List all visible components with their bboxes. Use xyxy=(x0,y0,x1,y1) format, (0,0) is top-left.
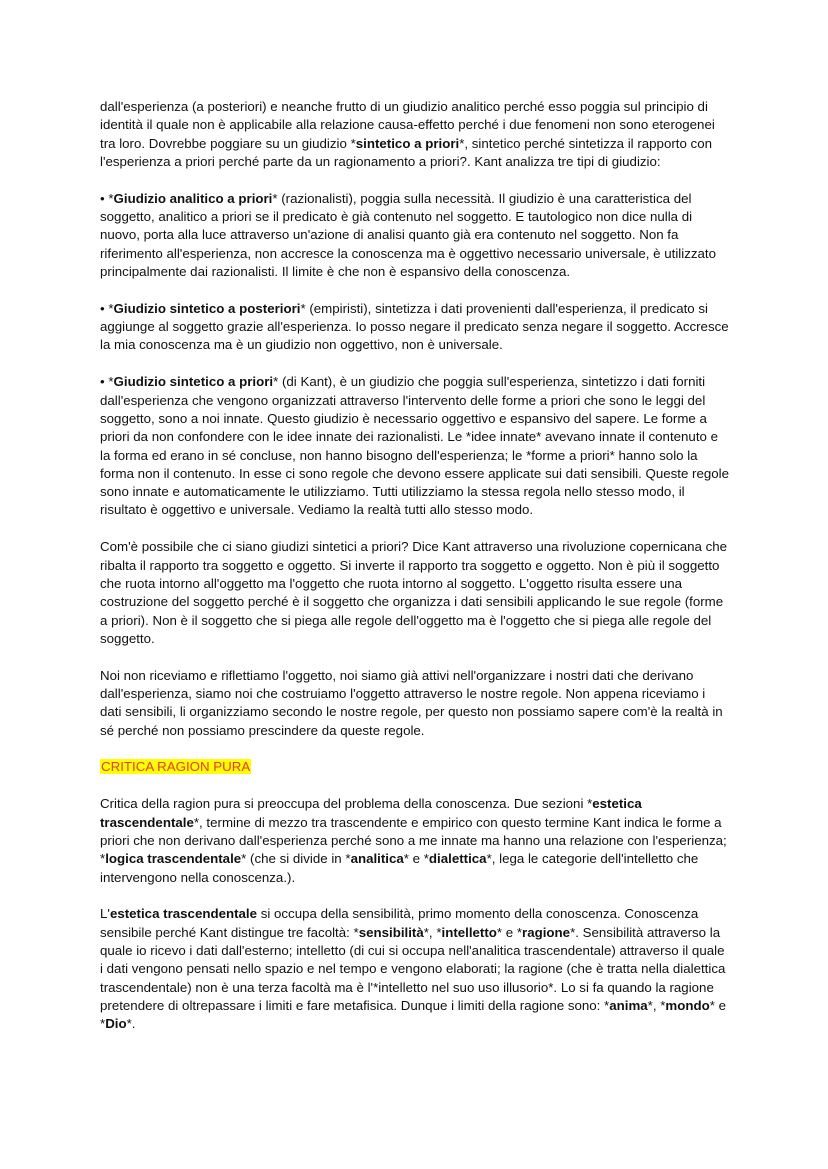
text-segment: *. xyxy=(126,1016,136,1032)
bold-term: Giudizio sintetico a priori xyxy=(113,374,274,390)
text-segment: *, * xyxy=(423,924,442,940)
bold-term: logica trascendentale xyxy=(105,851,242,867)
bold-term: anima xyxy=(609,997,648,1013)
section-heading: CRITICA RAGION PURA xyxy=(101,759,251,775)
paragraph-giudizio-sintetico-posteriori xyxy=(100,300,730,355)
text-segment: dall'esperienza (a posteriori) e neanche frutto di un giudizio analitico perché esso poggia sul principio di identità il quale non è applicabile alla relazione causa-effetto perché i due fenomeni non sono eterogenei tra loro. Dovrebbe poggiare su un giudizio * xyxy=(100,99,715,151)
text-segment: Com'è possibile che ci siano giudizi sintetici a priori? Dice Kant attraverso una rivoluzione copernicana che ribalta il rapporto tra soggetto e oggetto. Si inverte il rapporto tra soggetto e oggetto. Non è più il soggetto che ruota intorno all'oggetto ma l'oggetto che ruota intorno al soggetto. L'oggetto risulta essere una costruzione del soggetto perché è il soggetto che organizza i dati sensibili applicando le sue regole (forme a priori). Non è il soggetto che si piega alle regole dell'oggetto ma è l'oggetto che si piega alle regole del soggetto. xyxy=(100,539,728,646)
text-segment: * (empiristi), sintetizza i dati provenienti dall'esperienza, il predicato si aggiunge al soggetto grazie all'esperienza. Io posso negare il predicato senza negare il soggetto. Accresce la mia conoscenza ma è un giudizio non oggettivo, non è universale. xyxy=(100,300,729,353)
text-segment: • * xyxy=(100,374,114,390)
text-segment: • * xyxy=(100,300,114,316)
text-segment: * (razionalisti), poggia sulla necessità. Il giudizio è una caratteristica del soggetto, analitico a priori se il predicato è già contenuto nel soggetto. E tautologico non dice nulla di nuovo, porta alla luce attraverso un'azione di analisi quanto già era contenuto nel soggetto. Non fa riferimento all'esperienza, non accresce la conoscenza ma è oggettivo necessario universale, è utilizzato principalmente dai razionalisti. Il limite è che non è espansivo della conoscenza. xyxy=(100,190,717,279)
bold-term: ragione xyxy=(522,924,571,940)
bold-term: analitica xyxy=(350,851,404,867)
text-segment: *, sintetico perché sintetizza il rapporto con l'esperienza a priori perché parte da un ragionamento a priori?. Kant analizza tre tipi di giudizio: xyxy=(100,135,712,169)
text-segment: si occupa della sensibilità, primo momento della conoscenza. Conoscenza sensibile perché Kant distingue tre facoltà: * xyxy=(100,906,699,940)
text-segment: L' xyxy=(100,906,110,922)
paragraph-critica-intro xyxy=(100,795,730,886)
paragraph-giudizio-analitico xyxy=(100,190,730,281)
bold-term: mondo xyxy=(665,997,710,1013)
text-segment: * (che si divide in * xyxy=(241,851,351,867)
section-heading-wrap xyxy=(100,758,730,776)
text-segment: *. Sensibilità attraverso la quale io ricevo i dati dall'esterno; intelletto (di cui si occupa nell'analitica trascendentale) attraverso il quale i dati vengono pensati nello spazio e nel tempo e vengono elaborati; la ragione (che è tratta nella dialettica trascendentale) non è una terza facoltà ma è l'*intelletto nel suo uso illusorio*. Lo si fa quando la ragione pretendere di oltrepassare i limiti e fare metafisica. Dunque i limiti della ragione sono: * xyxy=(100,924,726,1013)
text-segment: Critica della ragion pura si preoccupa del problema della conoscenza. Due sezioni * xyxy=(100,796,593,812)
text-segment: *, * xyxy=(647,997,666,1013)
bold-term: Dio xyxy=(105,1016,127,1032)
text-segment: Noi non riceviamo e riflettiamo l'oggetto, noi siamo già attivi nell'organizzare i nostri dati che derivano dall'esperienza, siamo noi che costruiamo l'oggetto attraverso le nostre regole. Non appena riceviamo i dati sensibili, li organizziamo secondo le nostre regole, per questo non possiamo sapere com'è la realtà in sé perché non possiamo prescindere da queste regole. xyxy=(100,667,723,738)
bold-term: intelletto xyxy=(441,924,497,940)
text-segment: * e * xyxy=(403,851,429,867)
bold-term: sensibilità xyxy=(358,924,424,940)
document-page xyxy=(100,98,730,1052)
bold-term: sintetico a priori xyxy=(355,135,460,151)
bold-term: Giudizio sintetico a posteriori xyxy=(113,300,301,316)
text-segment: * (di Kant), è un giudizio che poggia sull'esperienza, sintetizzo i dati forniti dall'esperienza che vengono organizzati attraverso l'intervento delle forme a priori che sono le leggi del soggetto, sono a noi innate. Questo giudizio è necessario oggettivo e espansivo del sapere. Le forme a priori da non confondere con le idee innate dei razionalisti. Le *idee innate* avevano innate il contenuto e la forma ed erano in sé concluse, non hanno bisogno dell'esperienza; le *forme a priori* hanno solo la forma non il contenuto. In esse ci sono regole che devono essere applicate sui dati sensibili. Queste regole sono innate e automaticamente le utilizziamo. Tutti utilizziamo la stessa regola nello stesso modo, il risultato è oggettivo e universale. Vediamo la realtà tutti allo stesso modo. xyxy=(100,374,730,518)
bold-term: dialettica xyxy=(428,851,487,867)
text-segment: * e * xyxy=(100,997,726,1032)
bold-term: estetica trascendentale xyxy=(109,906,258,922)
paragraph-estetica-trascendentale xyxy=(100,905,730,1033)
bold-term: Giudizio analitico a priori xyxy=(113,190,273,206)
bold-term: estetica trascendentale xyxy=(100,796,642,830)
text-segment: *, termine di mezzo tra trascendente e empirico con questo termine Kant indica le forme a priori che non derivano dall'esperienza perché sono a me innate ma hanno una relazione con l'esperienza; * xyxy=(100,814,727,867)
paragraph-intro xyxy=(100,98,730,171)
text-segment: *, lega le categorie dell'intelletto che intervengono nella conoscenza.). xyxy=(100,851,699,885)
text-segment: * e * xyxy=(496,924,523,940)
paragraph-giudizio-sintetico-priori xyxy=(100,373,730,519)
paragraph-rivoluzione-copernicana xyxy=(100,538,730,648)
paragraph-costruzione-oggetto xyxy=(100,667,730,740)
text-segment: • * xyxy=(100,190,114,206)
